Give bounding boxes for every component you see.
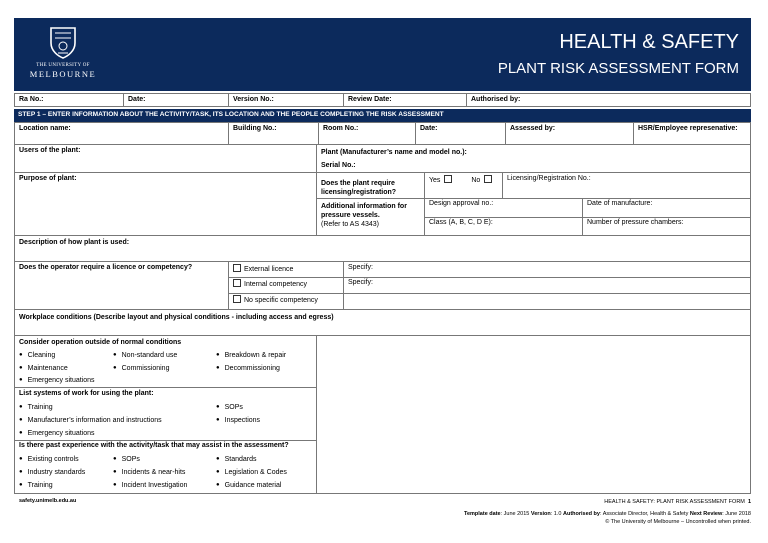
location-date-field[interactable]: Date: xyxy=(415,123,505,144)
page-number: 1 xyxy=(747,499,751,505)
list-item: ● Cleaning xyxy=(19,352,55,359)
list-item: ● Training xyxy=(19,482,53,489)
licensing-yes-no xyxy=(424,173,502,198)
university-line2: MELBOURNE xyxy=(29,69,97,79)
crest-icon xyxy=(46,25,80,59)
no-label: No xyxy=(471,177,481,184)
pressure-vessel-info: Additional information for pressure vessels. xyxy=(321,203,407,219)
class-field[interactable]: Class (A, B, C, D E): xyxy=(424,217,582,235)
no-checkbox[interactable] xyxy=(484,175,492,183)
list-item: ● SOPs xyxy=(216,404,243,411)
design-approval-field[interactable]: Design approval no.: xyxy=(424,198,582,217)
yes-label: Yes xyxy=(429,177,441,184)
licensing-question: Does the plant require licensing/registration? xyxy=(321,180,397,196)
external-licence-option[interactable]: External licence xyxy=(229,262,343,277)
purpose-row xyxy=(14,173,751,236)
location-name-field[interactable]: Location name: xyxy=(19,125,71,132)
list-item: ● Emergency situations xyxy=(19,377,95,384)
plant-usage-description-field[interactable]: Description of how plant is used: xyxy=(19,239,130,246)
form-header xyxy=(14,18,751,91)
step1-banner: STEP 1 – ENTER INFORMATION ABOUT THE ACTIVITY/TASK, ITS LOCATION AND THE PEOPLE COMPLETING THE RISK ASSESSMENT xyxy=(14,109,751,122)
list-item: ● Decommissioning xyxy=(216,365,280,372)
list-item: ● Emergency situations xyxy=(19,430,95,437)
footer-info: HEALTH & SAFETY: PLANT RISK ASSESSMENT FORM 1 Template date: June 2015 Version: 1.0 Authorised by: Associate Director, Health & Safety Next Review: June 2018 © The University of Melbourne – Uncontrolled when printed. xyxy=(464,499,751,525)
users-of-plant-field[interactable]: Users of the plant: xyxy=(19,147,81,154)
external-specify-field[interactable]: Specify: xyxy=(343,262,750,277)
risk-assessment-form xyxy=(14,93,751,494)
list-item: ● Existing controls xyxy=(19,456,79,463)
top-date-field[interactable]: Date: xyxy=(123,94,228,106)
location-row xyxy=(14,122,751,145)
list-item: ● Standards xyxy=(216,456,257,463)
list-item: ● Incidents & near-hits xyxy=(113,469,185,476)
footer-copyright: © The University of Melbourne – Uncontrolled when printed. xyxy=(605,519,751,525)
list-item: ● Breakdown & repair xyxy=(216,352,286,359)
footer-site-link[interactable]: safety.unimelb.edu.au xyxy=(19,498,77,504)
list-item: ● SOPs xyxy=(113,456,140,463)
licence-question: Does the operator require a licence or competency? xyxy=(19,264,193,271)
no-specific-competency-option[interactable]: No specific competency xyxy=(229,293,343,309)
hsr-field[interactable]: HSR/Employee represenative: xyxy=(633,123,750,144)
pressure-chambers-field[interactable]: Number of pressure chambers: xyxy=(582,217,750,235)
description-row xyxy=(14,236,751,262)
list-item: ● Guidance material xyxy=(216,482,281,489)
users-row xyxy=(14,145,751,173)
systems-of-work-title: List systems of work for using the plant: xyxy=(19,390,154,397)
list-item: ● Non-standard use xyxy=(113,352,177,359)
serial-no-field[interactable]: Serial No.: xyxy=(321,162,356,169)
internal-specify-field[interactable]: Specify: xyxy=(343,277,750,293)
university-line1: THE UNIVERSITY OF xyxy=(36,63,90,68)
internal-competency-checkbox[interactable] xyxy=(233,279,241,287)
list-item: ● Manufacturer’s information and instructions xyxy=(19,417,162,424)
internal-competency-option[interactable]: Internal competency xyxy=(229,277,343,293)
list-item: ● Industry standards xyxy=(19,469,85,476)
considerations-block xyxy=(14,336,751,494)
external-licence-checkbox[interactable] xyxy=(233,264,241,272)
version-no-field[interactable]: Version No.: xyxy=(228,94,343,106)
review-date-field[interactable]: Review Date: xyxy=(343,94,466,106)
page-title: HEALTH & SAFETY xyxy=(559,31,739,53)
considerations-notes-field[interactable] xyxy=(316,336,750,493)
list-item: ● Incident Investigation xyxy=(113,482,187,489)
licensing-no-field[interactable]: Licensing/Registration No.: xyxy=(502,173,750,198)
licence-row xyxy=(14,262,751,310)
list-item: ● Maintenance xyxy=(19,365,68,372)
list-item: ● Training xyxy=(19,404,53,411)
workplace-row xyxy=(14,310,751,336)
list-item: ● Inspections xyxy=(216,417,260,424)
as4343-reference: (Refer to AS 4343) xyxy=(321,221,379,228)
list-item: ● Commissioning xyxy=(113,365,169,372)
yes-checkbox[interactable] xyxy=(444,175,452,183)
ra-no-field[interactable]: Ra No.: xyxy=(19,96,44,103)
building-no-field[interactable]: Building No.: xyxy=(228,123,318,144)
room-no-field[interactable]: Room No.: xyxy=(318,123,415,144)
university-logo xyxy=(28,25,98,87)
date-of-manufacture-field[interactable]: Date of manufacture: xyxy=(582,198,750,217)
page-subtitle: PLANT RISK ASSESSMENT FORM xyxy=(497,60,739,77)
workplace-conditions-field[interactable]: Workplace conditions (Describe layout and physical conditions - including access and egress) xyxy=(19,314,334,321)
assessed-by-field[interactable]: Assessed by: xyxy=(505,123,633,144)
no-specific-competency-checkbox[interactable] xyxy=(233,295,241,303)
list-item: ● Legislation & Codes xyxy=(216,469,287,476)
purpose-of-plant-field[interactable]: Purpose of plant: xyxy=(19,175,77,182)
past-experience-title: Is there past experience with the activity/task that may assist in the assessment? xyxy=(19,442,289,449)
authorised-by-field[interactable]: Authorised by: xyxy=(466,94,750,106)
document-control-row xyxy=(14,93,751,107)
normal-conditions-title: Consider operation outside of normal conditions xyxy=(19,339,182,346)
footer-doc-title: HEALTH & SAFETY: PLANT RISK ASSESSMENT FORM xyxy=(604,499,745,505)
plant-name-field[interactable]: Plant (Manufacturer’s name and model no.): xyxy=(321,149,467,156)
